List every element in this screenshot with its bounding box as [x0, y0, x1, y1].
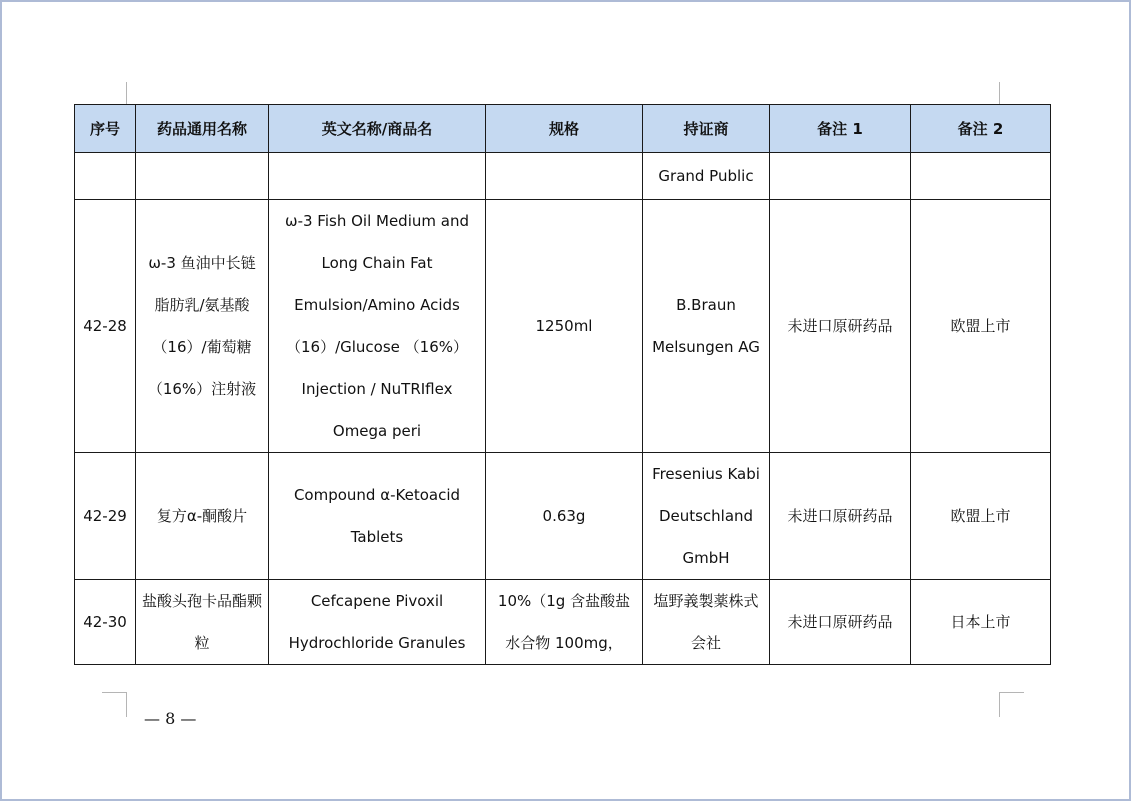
cell-spec: 10%（1g 含盐酸盐水合物 100mg，	[486, 580, 643, 665]
header-holder: 持证商	[643, 105, 770, 153]
cell-generic-name	[136, 153, 269, 200]
table-header-row	[75, 105, 1051, 153]
cell-no: 42-30	[75, 580, 136, 665]
crop-mark-bottom-right	[999, 692, 1024, 717]
table-row	[75, 580, 1051, 665]
table-row	[75, 453, 1051, 580]
cell-note1: 未进口原研药品	[770, 580, 911, 665]
cell-note1: 未进口原研药品	[770, 200, 911, 453]
cell-no: 42-29	[75, 453, 136, 580]
header-no: 序号	[75, 105, 136, 153]
cell-note1: 未进口原研药品	[770, 453, 911, 580]
cell-holder: B.Braun Melsungen AG	[643, 200, 770, 453]
cell-no	[75, 153, 136, 200]
cell-spec	[486, 153, 643, 200]
header-generic-name: 药品通用名称	[136, 105, 269, 153]
cell-holder: 塩野義製薬株式会社	[643, 580, 770, 665]
cell-generic-name: ω-3 鱼油中长链脂肪乳/氨基酸（16）/葡萄糖（16%）注射液	[136, 200, 269, 453]
cell-generic-name: 复方α-酮酸片	[136, 453, 269, 580]
cell-no: 42-28	[75, 200, 136, 453]
table-row	[75, 153, 1051, 200]
header-note2: 备注 2	[911, 105, 1051, 153]
cell-english-name: ω-3 Fish Oil Medium and Long Chain Fat Emulsion/Amino Acids（16）/Glucose （16%） Injection / NuTRIflex Omega peri	[269, 200, 486, 453]
drug-list-table	[74, 104, 1051, 665]
cell-spec: 0.63g	[486, 453, 643, 580]
cell-generic-name: 盐酸头孢卡品酯颗粒	[136, 580, 269, 665]
cell-holder: Grand Public	[643, 153, 770, 200]
cell-holder: Fresenius Kabi Deutschland GmbH	[643, 453, 770, 580]
cell-note2: 欧盟上市	[911, 453, 1051, 580]
cell-note2: 日本上市	[911, 580, 1051, 665]
cell-note2	[911, 153, 1051, 200]
cell-spec: 1250ml	[486, 200, 643, 453]
cell-english-name	[269, 153, 486, 200]
table-row	[75, 200, 1051, 453]
cell-english-name: Compound α-Ketoacid Tablets	[269, 453, 486, 580]
header-spec: 规格	[486, 105, 643, 153]
header-english-name: 英文名称/商品名	[269, 105, 486, 153]
cell-note2: 欧盟上市	[911, 200, 1051, 453]
cell-note1	[770, 153, 911, 200]
page-number: — 8 —	[144, 709, 197, 728]
header-note1: 备注 1	[770, 105, 911, 153]
cell-english-name: Cefcapene Pivoxil Hydrochloride Granules	[269, 580, 486, 665]
crop-mark-bottom-left	[102, 692, 127, 717]
